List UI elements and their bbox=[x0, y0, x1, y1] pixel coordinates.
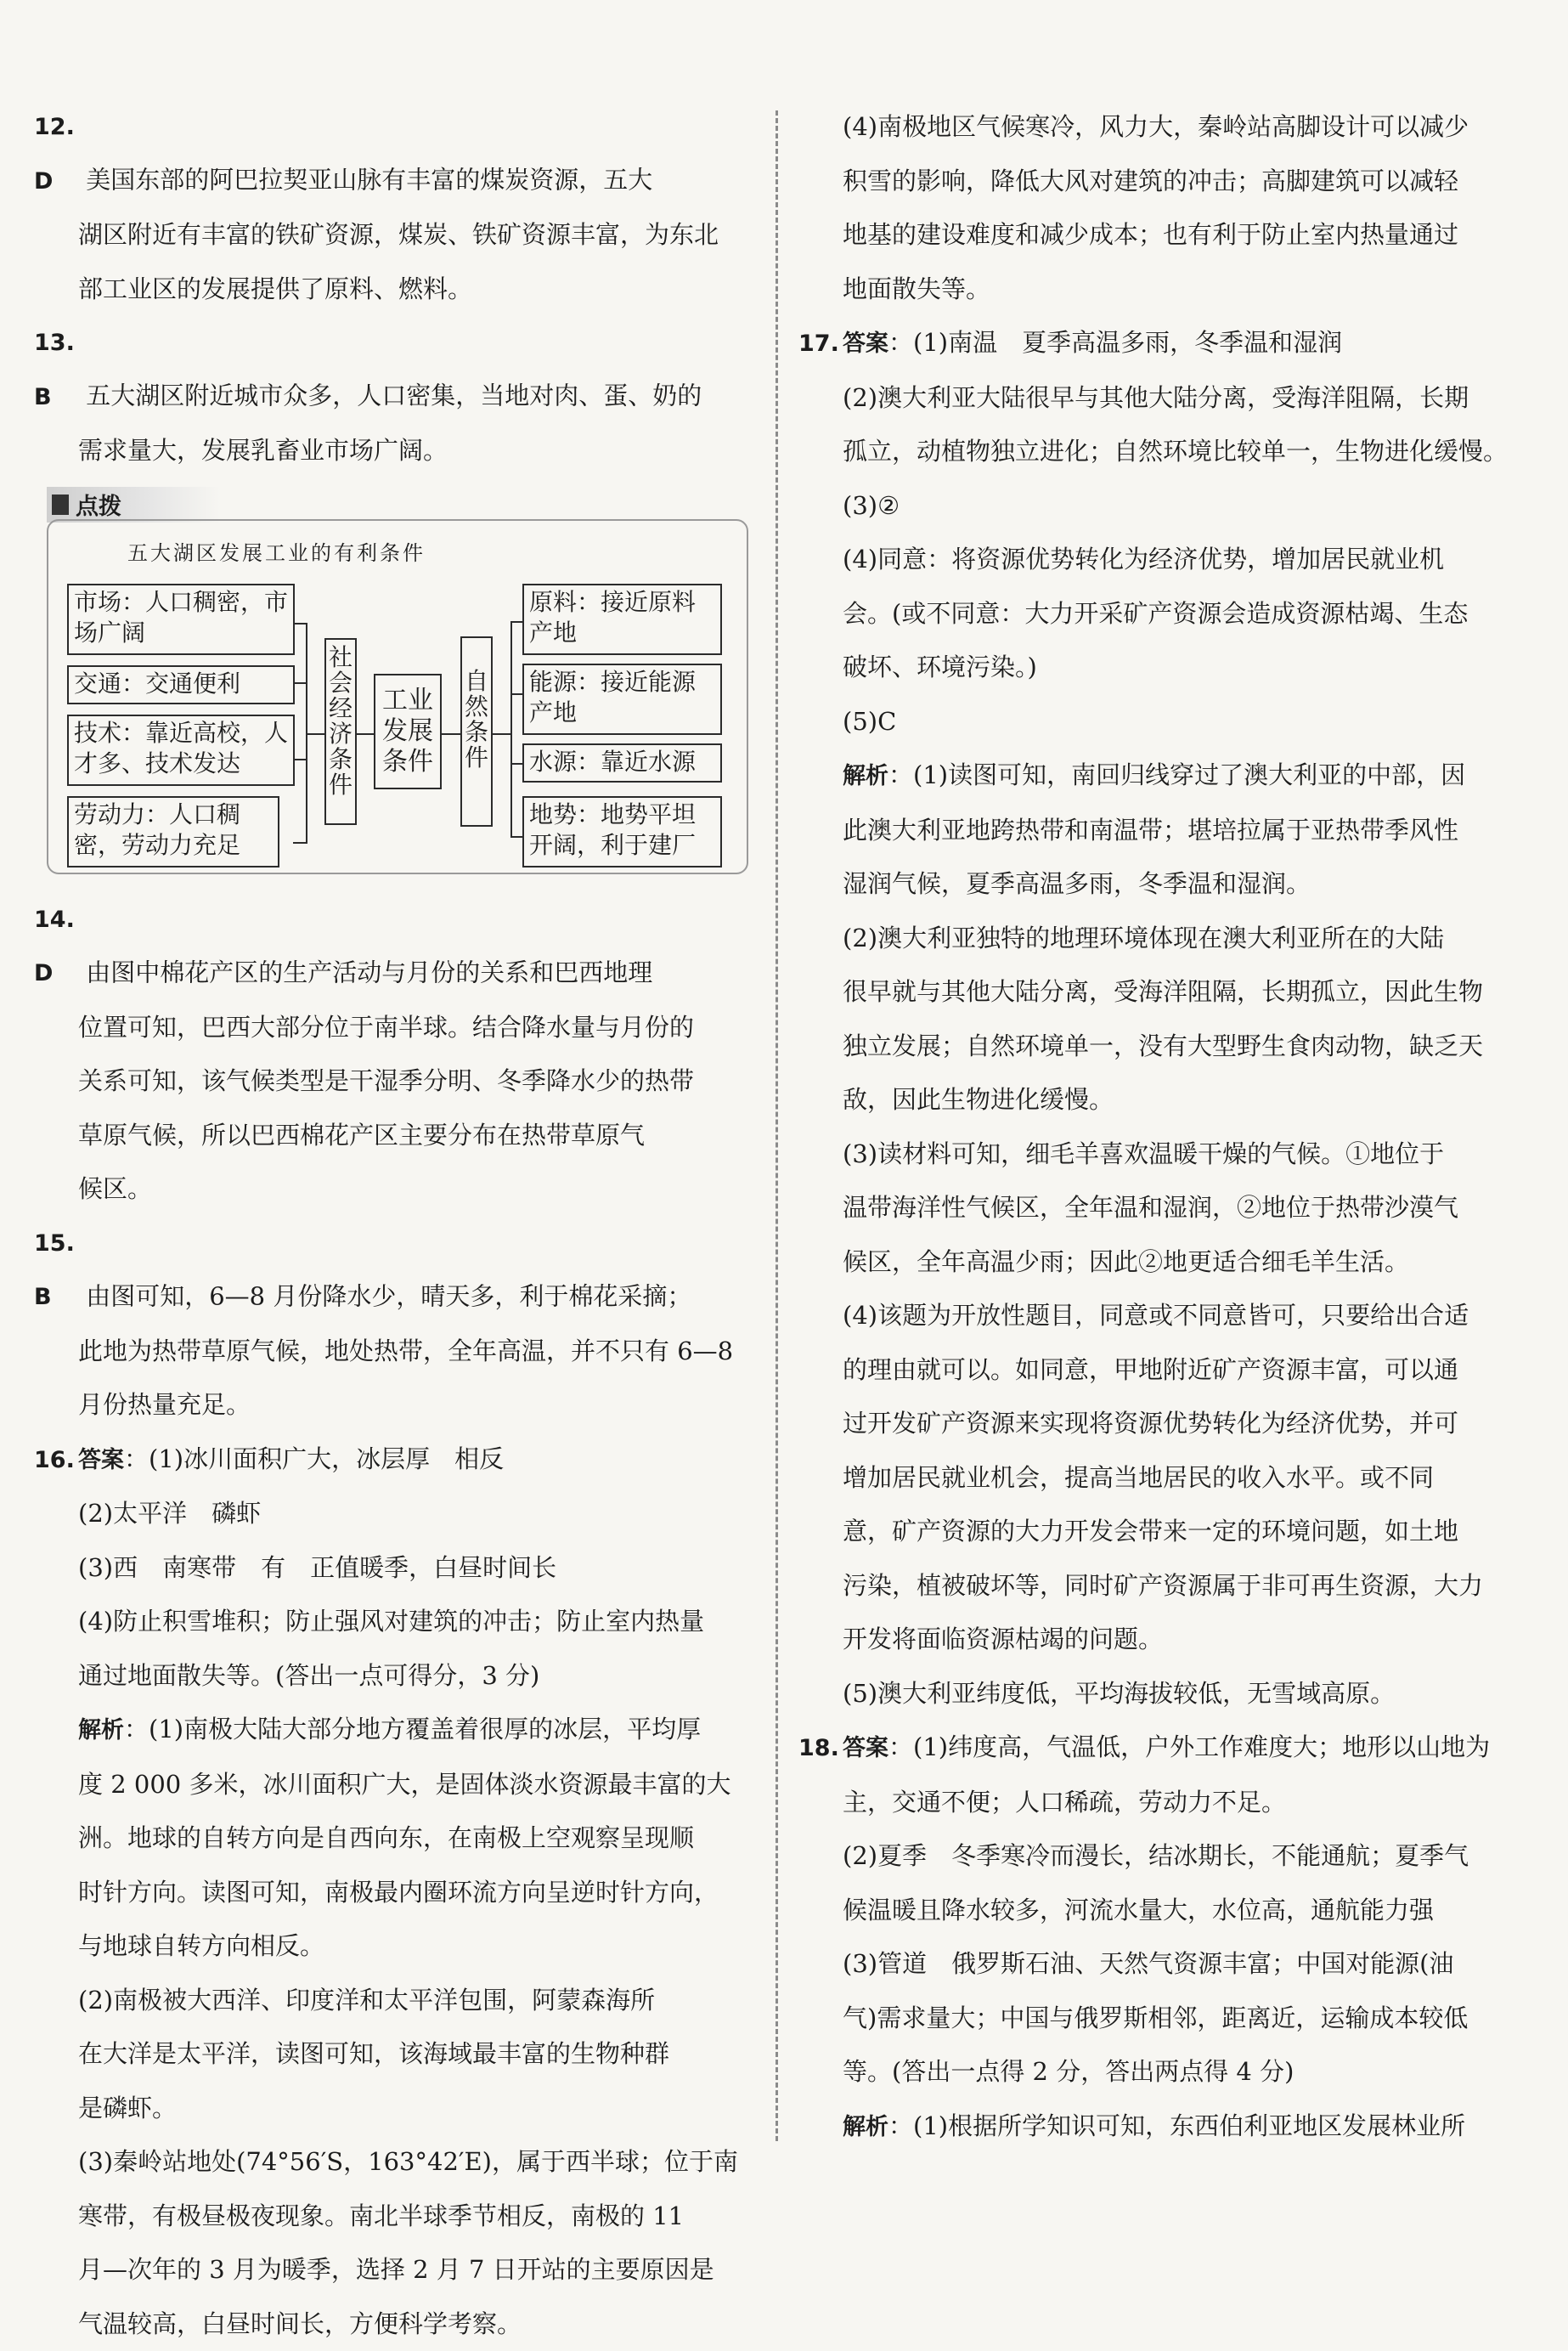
question-number: 18. bbox=[798, 1721, 843, 1776]
question-number: 13. B bbox=[34, 316, 78, 424]
analysis-label: 解析 bbox=[843, 763, 888, 789]
column-divider bbox=[776, 110, 778, 2141]
condition-energy-box: 能源：接近能源产地 bbox=[522, 664, 722, 735]
connector-line bbox=[293, 842, 307, 844]
question-15: 15. B 由图可知，6—8 月份降水少，晴天多，利于棉花采摘； 此地为热带草原气候，地处热带，全年高温，并不只有 6—8 月份热量充足。 bbox=[34, 1217, 756, 1433]
condition-raw-material-box: 原料：接近原料产地 bbox=[522, 584, 722, 655]
condition-terrain-box: 地势：地势平坦开阔，利于建厂 bbox=[522, 796, 722, 867]
right-column bbox=[798, 100, 1520, 2154]
connector-line bbox=[307, 733, 325, 735]
question-number: 15. B bbox=[34, 1217, 78, 1325]
connector-line bbox=[355, 733, 374, 735]
answer-label: 答案 bbox=[843, 331, 888, 357]
condition-water-box: 水源：靠近水源 bbox=[522, 743, 722, 783]
question-17: 17. 答案：(1)南温 夏季高温多雨，冬季温和湿润 (2)澳大利亚大陆很早与其他大陆分离，受海洋阻隔，长期 孤立，动植物独立进化；自然环境比较单一，生物进化缓慢。 (3)② (4)同意：将资源优势转化为经济优势，增加居民就业机 会。(或不同意：大力开采矿产资源会造成资源枯竭、生态 破坏、环境污染。) (5)C 解析：(1)读图可知，南回归线穿过了澳大利亚的中部，因 此澳大利亚地跨热带和南温带；堪培拉属于亚热带季风性 湿润气候，夏季高温多雨，冬季温和湿润。 (2)澳大利亚独特的地理环境体现在澳大利亚所在的大陆 很早就与其他大陆分离，受海洋阻隔，长期孤立，因此生物 独立发展；自然环境单一，没有大型野生食肉动物，缺乏天 敌，因此生物进化缓慢。 (3)读材料可知，细毛羊喜欢温暖干燥的气候。①地位于 温带海洋性气候区，全年温和湿润，②地位于热带沙漠气 候区，全年高温少雨；因此②地更适合细毛羊生活。 (4)该题为开放性题目，同意或不同意皆可，只要给出合适 的理由就可以。如同意，甲地附近矿产资源丰富，可以通 过开发矿产资源来实现将资源优势转化为经济优势，并可 增加居民就业机会，提高当地居民的收入水平。或不同 意，矿产资源的大力开发会带来一定的环境问题，如土地 污染，植被破坏等，同时矿产资源属于非可再生资源，大力 开发将面临资源枯竭的问题。 (5)澳大利亚纬度低，平均海拔较低，无雪域高原。 bbox=[798, 316, 1520, 1721]
analysis-label: 解析 bbox=[78, 1717, 124, 1743]
question-13: 13. B 五大湖区附近城市众多，人口密集，当地对肉、蛋、奶的 需求量大，发展乳畜业市场广阔。 bbox=[34, 316, 756, 478]
tip-diagram bbox=[47, 487, 752, 878]
analysis-label: 解析 bbox=[843, 2114, 888, 2140]
question-16-continued: (4)南极地区气候寒冷，风力大，秦岭站高脚设计可以减少 积雪的影响，降低大风对建筑的冲击；高脚建筑可以减轻 地基的建设难度和减少成本；也有利于防止室内热量通过 地面散失等。 bbox=[798, 100, 1520, 316]
connector-line bbox=[293, 759, 307, 760]
connector-line bbox=[442, 733, 460, 735]
question-number: 16. bbox=[34, 1433, 78, 1488]
question-16: 16. 答案：(1)冰川面积广大，冰层厚 相反 (2)太平洋 磷虾 (3)西 南寒带 有 正值暖季，白昼时间长 (4)防止积雪堆积；防止强风对建筑的冲击；防止室内热量 通过地面散失等。(答出一点可得分，3 分) 解析：(1)南极大陆大部分地方覆盖着很厚的冰层，平均厚 度 2 000 多米，冰川面积广大，是固体淡水资源最丰富的大 洲。地球的自转方向是自西向东，在南极上空观察呈现顺 时针方向。读图可知，南极最内圈环流方向呈逆时针方向， 与地球自转方向相反。 (2)南极被大西洋、印度洋和太平洋包围，阿蒙森海所 在大洋是太平洋，读图可知，该海域最丰富的生物种群 是磷虾。 (3)秦岭站地处(74°56′S，163°42′E)，属于西半球；位于南 寒带，有极昼极夜现象。南北半球季节相反，南极的 11 月—次年的 3 月为暖季，选择 2 月 7 日开站的主要原因是 气温较高，白昼时间长，方便科学考察。 bbox=[34, 1433, 756, 2351]
question-14: 14. D 由图中棉花产区的生产活动与月份的关系和巴西地理 位置可知，巴西大部分位于南半球。结合降水量与月份的 关系可知，该气候类型是干湿季分明、冬季降水少的热带 草原气候，所以巴西棉花产区主要分布在热带草原气 候区。 bbox=[34, 893, 756, 1217]
industry-conditions-box: 工业发展条件 bbox=[374, 674, 442, 789]
condition-labor-box: 劳动力：人口稠密，劳动力充足 bbox=[67, 796, 279, 867]
social-economic-box: 社会经济条件 bbox=[324, 638, 357, 825]
connector-line bbox=[293, 682, 307, 684]
question-number: 12. D bbox=[34, 100, 78, 208]
answer-label: 答案 bbox=[78, 1447, 124, 1473]
condition-technology-box: 技术：靠近高校，人才多、技术发达 bbox=[67, 715, 295, 786]
connector-line bbox=[493, 733, 511, 735]
condition-market-box: 市场：人口稠密，市场广阔 bbox=[67, 584, 295, 655]
connector-line bbox=[293, 623, 307, 624]
tip-tab: 点拨 bbox=[47, 487, 221, 523]
question-number: 17. bbox=[798, 317, 843, 371]
connector-line bbox=[510, 621, 512, 838]
answer-label: 答案 bbox=[843, 1735, 888, 1761]
tip-icon bbox=[52, 495, 69, 515]
question-12: 12. D 美国东部的阿巴拉契亚山脉有丰富的煤炭资源，五大 湖区附近有丰富的铁矿资源，煤炭、铁矿资源丰富，为东北 部工业区的发展提供了原料、燃料。 bbox=[34, 100, 756, 316]
tip-title: 五大湖区发展工业的有利条件 bbox=[127, 536, 426, 566]
natural-conditions-box: 自然条件 bbox=[460, 636, 493, 827]
condition-transport-box: 交通：交通便利 bbox=[67, 665, 295, 704]
left-column bbox=[34, 100, 756, 2351]
question-number: 14. D bbox=[34, 893, 78, 1001]
question-18: 18. 答案：(1)纬度高，气温低，户外工作难度大；地形以山地为 主，交通不便；人口稀疏，劳动力不足。 (2)夏季 冬季寒冷而漫长，结冰期长，不能通航；夏季气 候温暖且降水较多，河流水量大，水位高，通航能力强 (3)管道 俄罗斯石油、天然气资源丰富；中国对能源(油 气)需求量大；中国与俄罗斯相邻，距离近，运输成本较低 等。(答出一点得 2 分，答出两点得 4 分) 解析：(1)根据所学知识可知，东西伯利亚地区发展林业所 bbox=[798, 1721, 1520, 2154]
